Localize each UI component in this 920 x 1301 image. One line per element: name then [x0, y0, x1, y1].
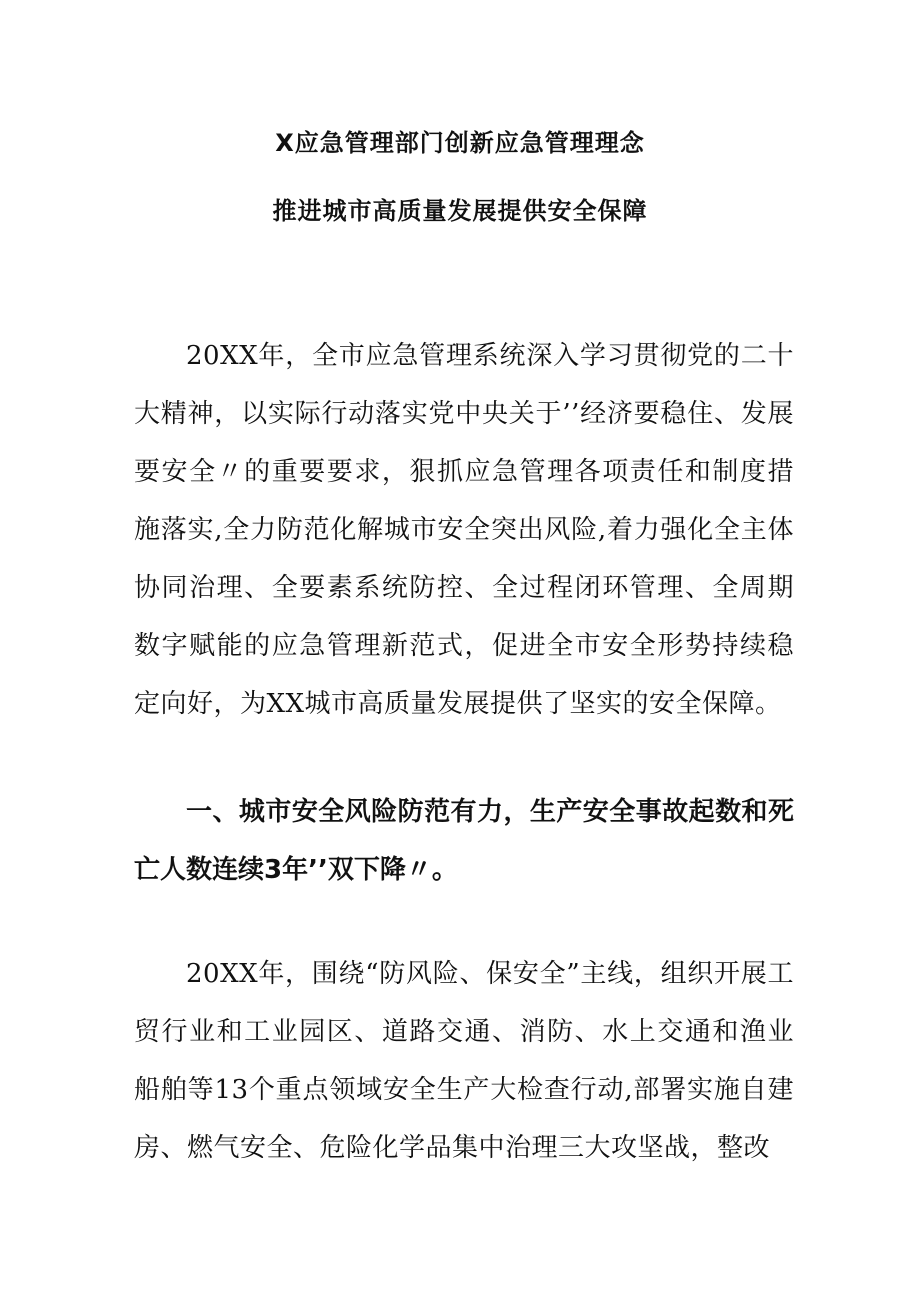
title-line-2: 推进城市高质量发展提供安全保障: [272, 197, 648, 225]
body-paragraph-2: 20XX年，围绕“防风险、保安全”主线，组织开展工贸行业和工业园区、道路交通、消防、水上交通和渔业船舶等13个重点领域安全生产大检查行动,部署实施自建房、燃气安全、危险化学品集中治理三大攻坚战，整改: [134, 959, 794, 1163]
document-title: [0, 128, 920, 226]
title-line-1: X应急管理部门创新应急管理理念: [275, 129, 645, 157]
section-heading-1: 一、城市安全风险防范有力，生产安全事故起数和死亡人数连续3年’’双下降〃。: [134, 797, 794, 885]
body-paragraph-1: 20XX年，全市应急管理系统深入学习贯彻党的二十大精神，以实际行动落实党中央关于’’经济要稳住、发展要安全〃的重要要求，狠抓应急管理各项责任和制度措施落实,全力防范化解城市安全突出风险,着力强化全主体协同治理、全要素系统防控、全过程闭环管理、全周期数字赋能的应急管理新范式，促进全市安全形势持续稳定向好，为XX城市高质量发展提供了坚实的安全保障。: [134, 341, 794, 719]
